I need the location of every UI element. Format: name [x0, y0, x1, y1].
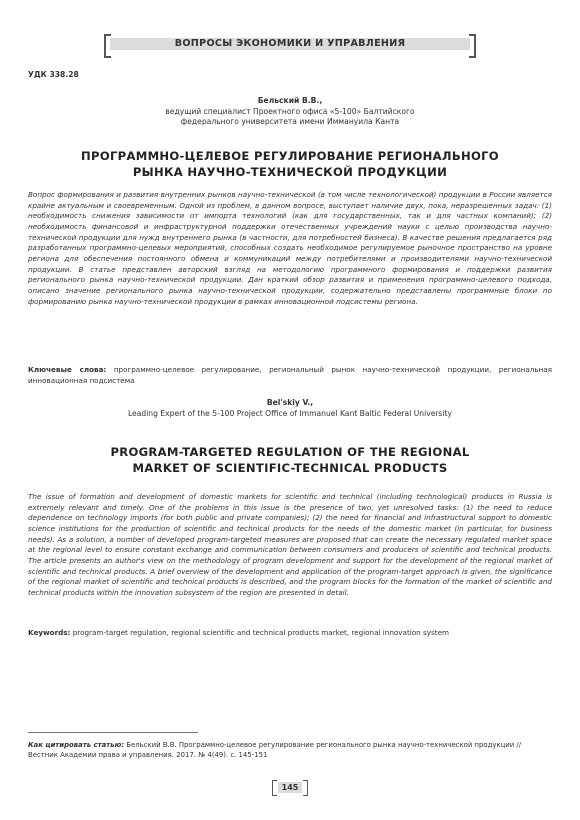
keywords-en [28, 628, 552, 639]
keywords-text-ru: программно-целевое регулирование, региональный рынок научно-технической продукции, региональная инновационная подсистема [28, 365, 552, 385]
page-number: 145 [278, 782, 302, 793]
journal-section-header [104, 34, 476, 54]
author-info-en [28, 398, 552, 419]
page-number-bracket-right [303, 780, 308, 796]
page-number-bracket-left [272, 780, 277, 796]
udk-code: УДК 338.28 [28, 70, 79, 79]
author-info-ru [28, 96, 552, 128]
keywords-ru [28, 365, 552, 386]
abstract-ru: Вопрос формирования и развития внутренних рынков научно-технической (в том числе технологической) продукции в России является крайне актуальным и своевременным. Одной из проблем, в данном вопросе, выступает наличие двух, пока, неразрешенных задач: (1) необходимость снижения зависимости от импорта технологий (как для государственных, так и для частных компаний); (2) необходимость финансовой и инфраструктурной поддержки отечественных учреждений науки с целью производства научно-технической продукции для нужд внутреннего рынка (в частности, для потребностей бизнеса). В качестве решения предлагается ряд разработанных программно-целевых мероприятий, способных создать необходимое регулируемое рыночное пространство на уровне региона для обеспечения постоянного обмена и коммуникаций между потребителями и производителями научно-технической продукции. В статье представлен авторский взгляд на методологию программного формирования и поддержки развития регионального рынка научно-технической продукции. Дан краткий обзор развития и применения программно-целевого подхода, описано значение регионального рынка научно-технической продукции, содержательно представлены программные блоки по формированию рынка научно-технической продукции в рамках инновационной подсистемы региона. [28, 190, 552, 306]
author-position-ru: ведущий специалист Проектного офиса «5-100» Балтийского федерального университета имени Иммануила Канта [165, 106, 415, 126]
citation-footnote [28, 741, 552, 760]
article-title-ru: ПРОГРАММНО-ЦЕЛЕВОЕ РЕГУЛИРОВАНИЕ РЕГИОНАЛЬНОГО РЫНКА НАУЧНО-ТЕХНИЧЕСКОЙ ПРОДУКЦИИ [81, 149, 499, 179]
footnote-divider [28, 732, 198, 733]
citation-label: Как цитировать статью: [28, 741, 125, 749]
keywords-label-en: Keywords: [28, 628, 71, 637]
article-title-en: PROGRAM-TARGETED REGULATION OF THE REGIONAL MARKET OF SCIENTIFIC-TECHNICAL PRODUCTS [110, 445, 470, 475]
author-position-en: Leading Expert of the 5-100 Project Office of Immanuel Kant Baltic Federal University [127, 408, 453, 418]
page-number-box [272, 780, 308, 796]
keywords-label-ru: Ключевые слова: [28, 365, 107, 374]
keywords-text-en: program-target regulation, regional scientific and technical products market, regional innovation system [72, 628, 449, 637]
author-name-en: Bel'skiy V., [266, 398, 314, 407]
section-title: ВОПРОСЫ ЭКОНОМИКИ И УПРАВЛЕНИЯ [174, 38, 406, 49]
author-name-ru: Бельский В.В., [257, 96, 323, 105]
citation-text: Бельский В.В. Программно-целевое регулирование регионального рынка научно-технической продукции // Вестник Академии права и управления. 2017. № 4(49). с. 145-151 [28, 741, 522, 759]
abstract-en: The issue of formation and development of domestic markets for scientific and technical (including technological) products in Russia is extremely relevant and timely. One of the problems in this issue is the presence of two, yet unresolved tasks: (1) the need to reduce dependence on technology imports (for both public and private companies); (2) the need for financial and infrastructural support to domestic science institutions for the production of scientific and technical products for the needs of the domestic market (in particular, for business needs). As a solution, a number of developed program-targeted measures are proposed that can create the necessary regulated market space at the regional level to ensure constant exchange and communication between consumers and producers of scientific and technical products. The article presents an author's view on the methodology of program development and support for the development of the regional market of scientific and technical products. A brief overview of the development and application of the program-target approach is given, the significance of the regional market of scientific and technical products is described, and the program blocks for the formation of the market of scientific and technical products within the innovation subsystem of the region are presented in detail. [28, 492, 552, 597]
